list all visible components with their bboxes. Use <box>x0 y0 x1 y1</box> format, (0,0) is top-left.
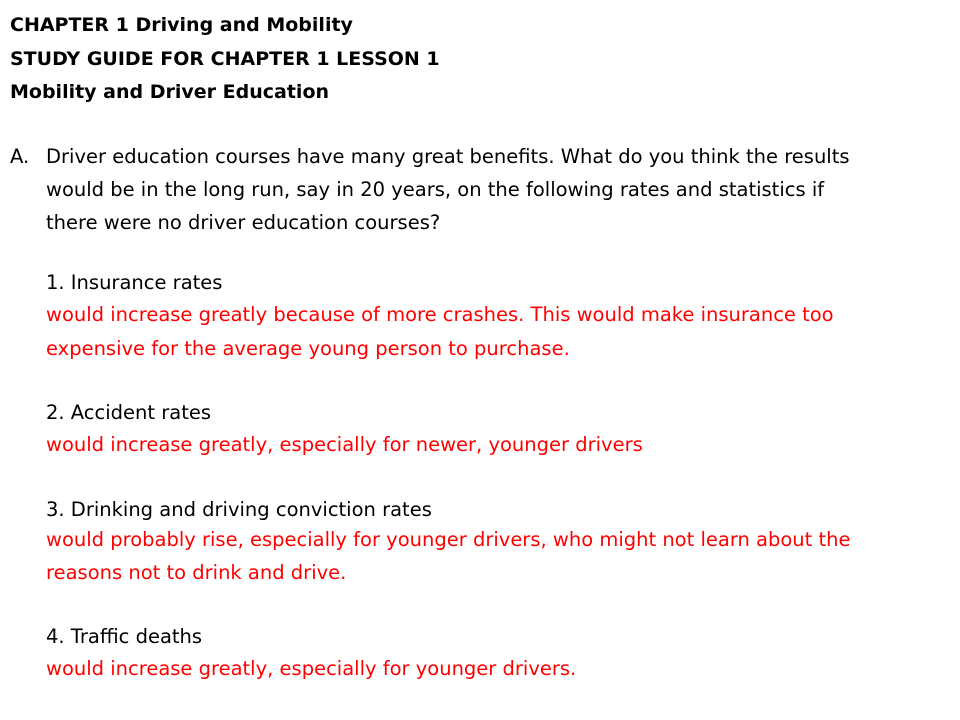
answer-accident-rates: would increase greatly, especially for newer, younger drivers <box>46 433 643 456</box>
lesson-title: Mobility and Driver Education <box>10 81 330 103</box>
question-accident-rates: 2. Accident rates <box>46 401 212 424</box>
section-a-prompt-line: would be in the long run, say in 20 years, on the following rates and statistics if <box>46 178 825 201</box>
question-insurance-rates: 1. Insurance rates <box>46 271 223 294</box>
section-a-marker: A. <box>10 145 30 168</box>
question-drinking-driving: 3. Drinking and driving conviction rates <box>46 498 432 521</box>
study-guide-heading: STUDY GUIDE FOR CHAPTER 1 LESSON 1 <box>10 48 440 70</box>
section-a-prompt-line: there were no driver education courses? <box>46 211 441 234</box>
answer-insurance-rates: would increase greatly because of more crashes. This would make insurance too <box>46 303 834 326</box>
answer-traffic-deaths: would increase greatly, especially for younger drivers. <box>46 657 577 680</box>
section-a-prompt-line: Driver education courses have many great benefits. What do you think the results <box>46 145 850 168</box>
answer-drinking-driving: reasons not to drink and drive. <box>46 561 347 584</box>
chapter-heading: CHAPTER 1 Driving and Mobility <box>10 14 353 36</box>
answer-drinking-driving: would probably rise, especially for younger drivers, who might not learn about the <box>46 528 851 551</box>
answer-insurance-rates: expensive for the average young person to purchase. <box>46 337 570 360</box>
question-traffic-deaths: 4. Traffic deaths <box>46 625 203 648</box>
